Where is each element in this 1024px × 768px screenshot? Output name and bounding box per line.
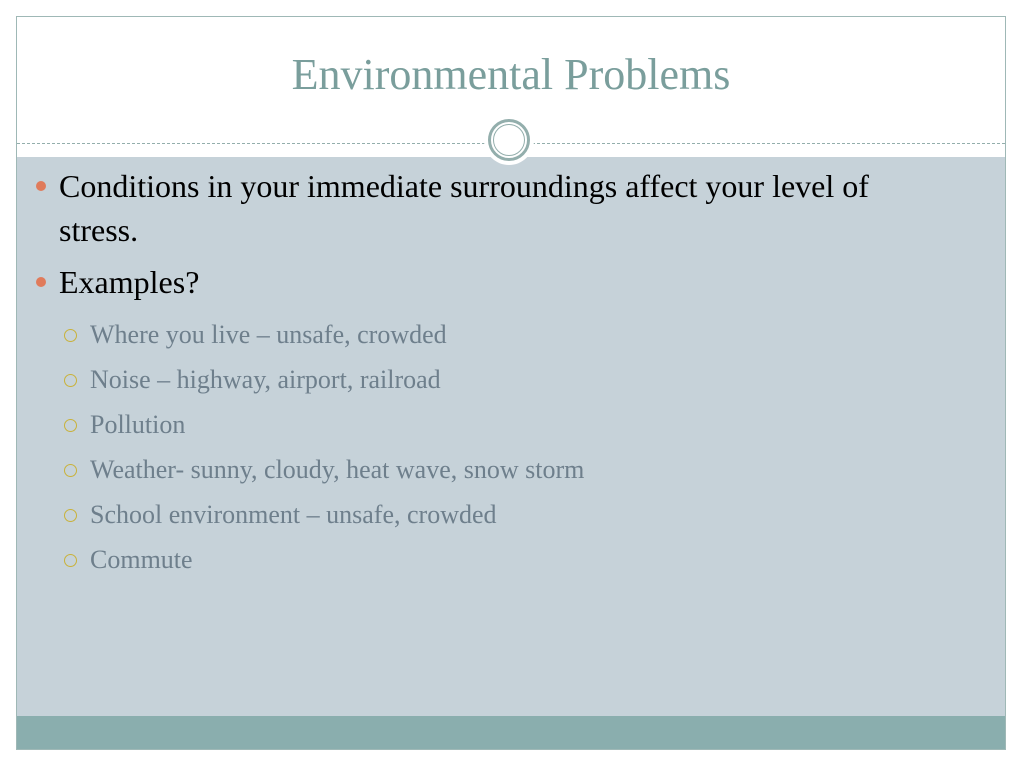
bullet-dot-icon [36, 277, 46, 287]
sub-bullet-text: Weather- sunny, cloudy, heat wave, snow storm [90, 455, 585, 484]
sub-list-container [32, 312, 932, 582]
divider-ring-outer [488, 119, 530, 161]
sub-bullet-text: Noise – highway, airport, railroad [90, 365, 441, 394]
slide-title: Environmental Problems [291, 50, 731, 99]
bullet-text: Conditions in your immediate surroundings affect your level of stress. [59, 168, 869, 248]
bullet-text: Examples? [59, 264, 200, 300]
hollow-circle-bullet-icon [64, 554, 77, 567]
list-item [32, 164, 932, 252]
hollow-circle-bullet-icon [64, 419, 77, 432]
sub-list-item [32, 402, 932, 447]
list-item [32, 260, 932, 304]
hollow-circle-bullet-icon [64, 464, 77, 477]
divider-circle-ornament [484, 115, 534, 165]
bullet-dot-icon [36, 181, 46, 191]
divider-ring-inner [493, 124, 525, 156]
sub-bullet-text: School environment – unsafe, crowded [90, 500, 497, 529]
hollow-circle-bullet-icon [64, 374, 77, 387]
sub-list-item [32, 312, 932, 357]
sub-list-item [32, 492, 932, 537]
bullet-list [32, 164, 932, 582]
sub-bullet-text: Commute [90, 545, 193, 574]
sub-list-item [32, 537, 932, 582]
sub-list-item [32, 357, 932, 402]
footer-bar [17, 716, 1005, 750]
sub-list-item [32, 447, 932, 492]
hollow-circle-bullet-icon [64, 509, 77, 522]
sub-bullet-text: Pollution [90, 410, 186, 439]
hollow-circle-bullet-icon [64, 329, 77, 342]
sub-bullet-list [32, 312, 932, 582]
sub-bullet-text: Where you live – unsafe, crowded [90, 320, 447, 349]
